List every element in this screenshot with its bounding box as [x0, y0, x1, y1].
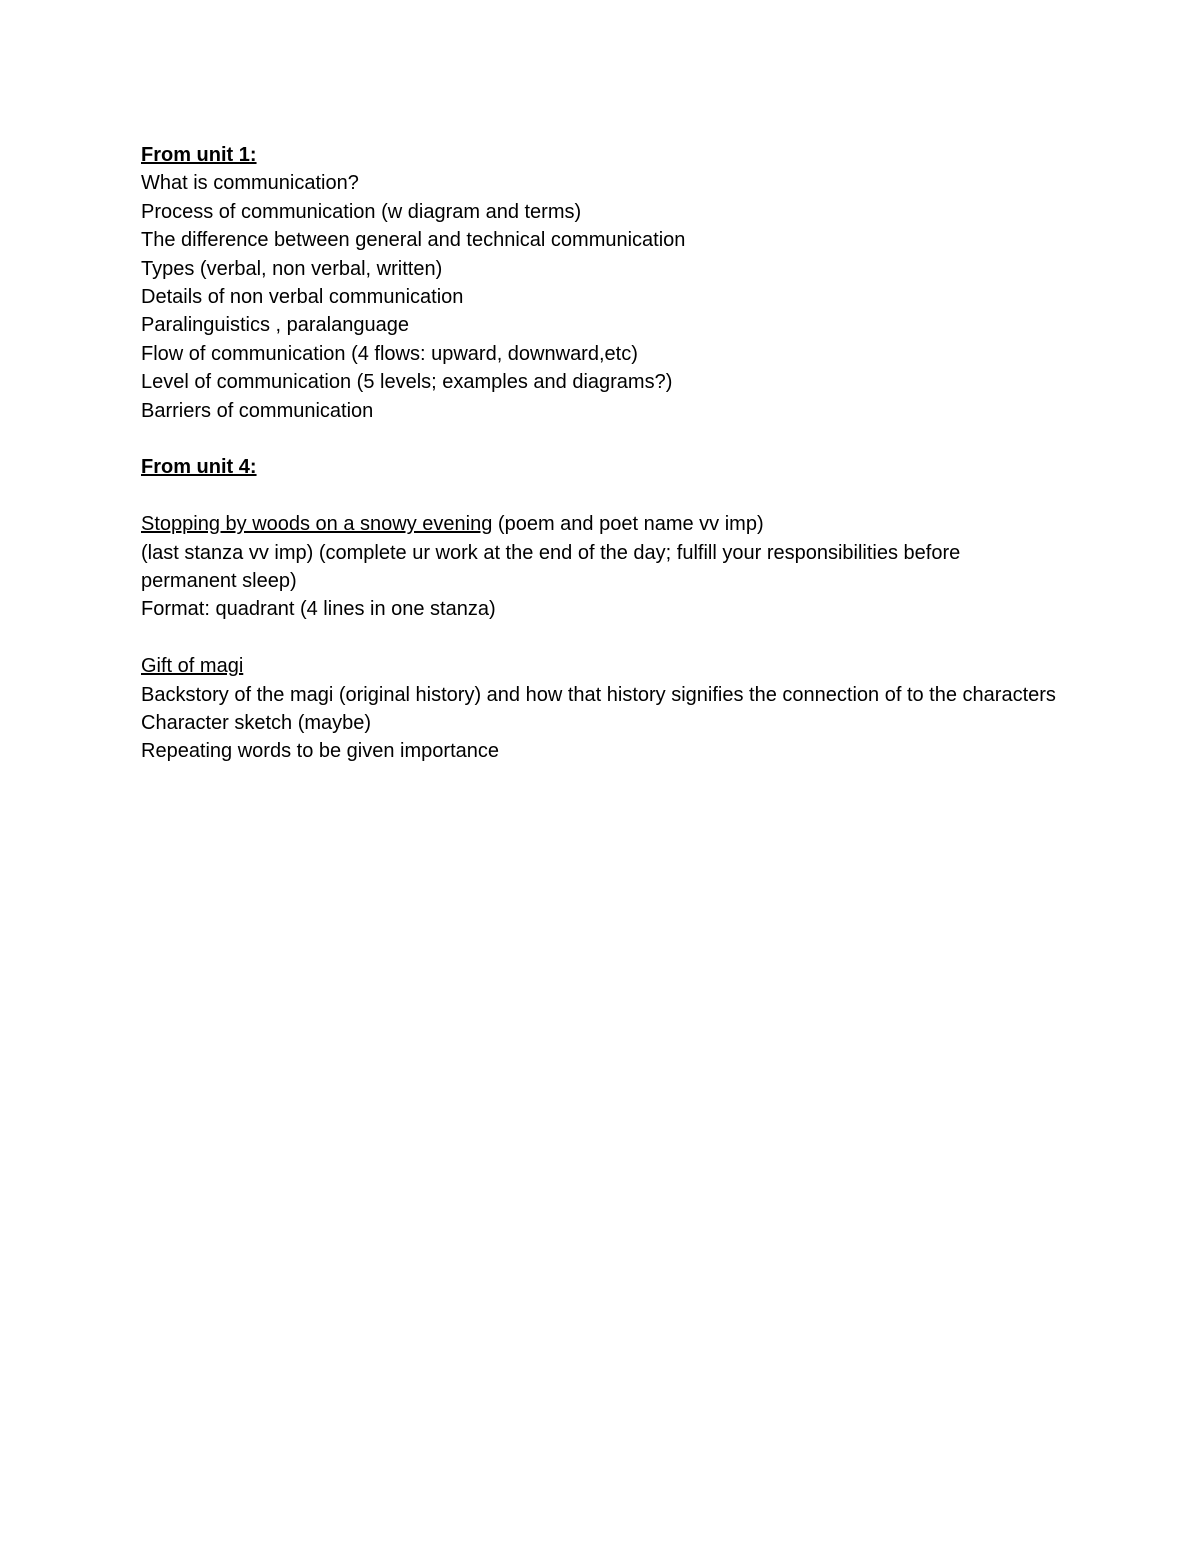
spacer	[141, 425, 1061, 453]
story-item: Backstory of the magi (original history) and how that history signifies the connection of to the characters	[141, 683, 1056, 706]
poem-title-line	[141, 510, 1061, 538]
unit1-item: Paralinguistics , paralanguage	[141, 314, 409, 337]
unit1-item: What is communication?	[141, 172, 359, 195]
unit1-item: Details of non verbal communication	[141, 286, 464, 309]
poem-format: Format: quadrant (4 lines in one stanza)	[141, 598, 496, 621]
poem-title-note: (poem and poet name vv imp)	[492, 513, 764, 536]
story-title: Gift of magi	[141, 655, 244, 678]
unit1-item: Types (verbal, non verbal, written)	[141, 257, 443, 280]
document-page	[141, 141, 1061, 766]
spacer	[141, 624, 1061, 652]
unit1-item: The difference between general and technical communication	[141, 229, 686, 252]
unit1-item: Barriers of communication	[141, 399, 374, 422]
unit4-heading: From unit 4:	[141, 456, 257, 479]
unit1-item: Process of communication (w diagram and terms)	[141, 200, 582, 223]
unit1-item: Level of communication (5 levels; examples and diagrams?)	[141, 371, 673, 394]
poem-title: Stopping by woods on a snowy evening	[141, 513, 493, 536]
unit1-heading: From unit 1:	[141, 144, 257, 166]
story-item: Repeating words to be given importance	[141, 740, 499, 763]
spacer	[141, 482, 1061, 510]
unit1-item: Flow of communication (4 flows: upward, downward,etc)	[141, 342, 638, 365]
story-item: Character sketch (maybe)	[141, 712, 372, 735]
poem-note: (last stanza vv imp) (complete ur work at the end of the day; fulfill your responsibilities before permanent sleep)	[141, 541, 961, 593]
